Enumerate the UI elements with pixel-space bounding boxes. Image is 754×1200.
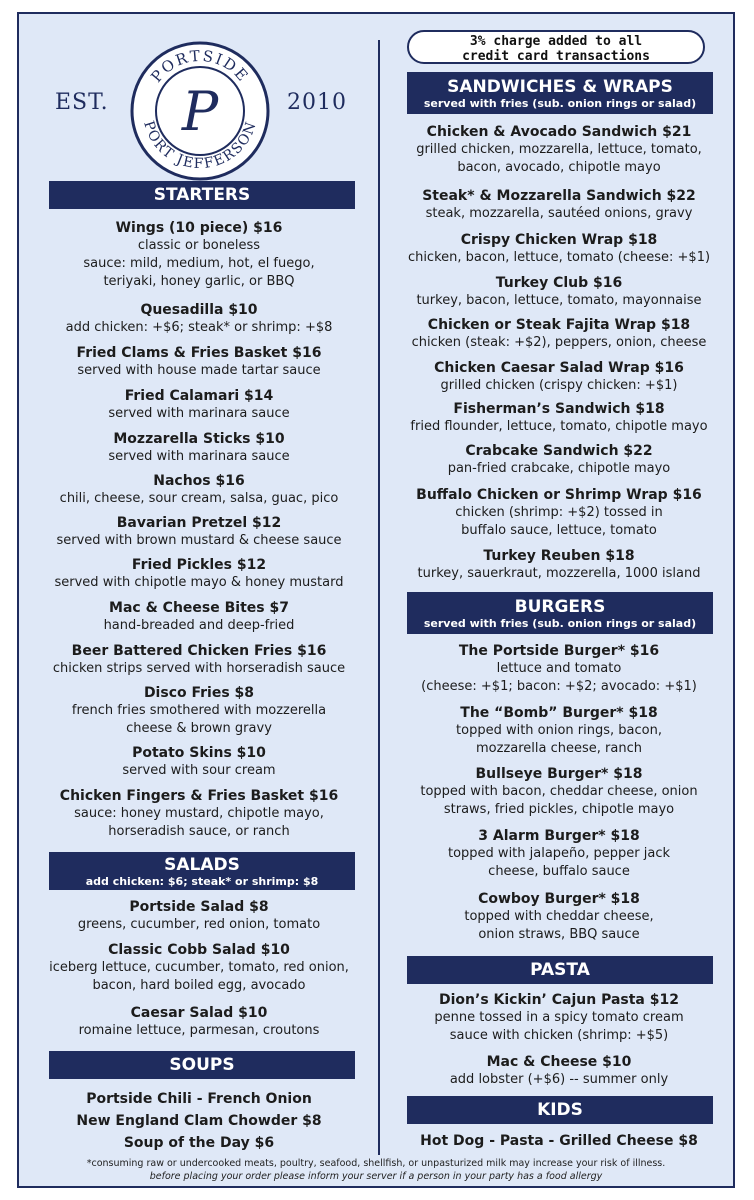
notice-line: credit card transactions bbox=[462, 49, 650, 64]
item-desc: chicken strips served with horseradish sauce bbox=[52, 661, 346, 676]
logo-letter: P bbox=[181, 80, 219, 143]
logo-top-text: PORTSIDE bbox=[147, 46, 253, 86]
est-year: 2010 bbox=[287, 90, 347, 115]
menu-item bbox=[27, 941, 371, 995]
item-desc: classic or boneless bbox=[137, 238, 261, 253]
item-desc: hand-breaded and deep-fried bbox=[103, 618, 295, 633]
section-title: SANDWICHES & WRAPS bbox=[447, 77, 673, 97]
menu-item bbox=[27, 898, 371, 934]
menu-item bbox=[27, 514, 371, 550]
item-desc: served with house made tartar sauce bbox=[77, 363, 321, 378]
item-desc: romaine lettuce, parmesan, croutons bbox=[78, 1023, 320, 1038]
item-desc: onion straws, BBQ sauce bbox=[478, 927, 640, 942]
menu-item bbox=[389, 1053, 729, 1089]
section-title: BURGERS bbox=[514, 597, 606, 617]
item-name: Steak* & Mozzarella Sandwich $22 bbox=[422, 188, 696, 204]
kids-header bbox=[407, 1096, 713, 1124]
item-name: Mac & Cheese $10 bbox=[486, 1054, 632, 1070]
item-name: The “Bomb” Burger* $18 bbox=[460, 705, 658, 721]
item-desc: cheese, buffalo sauce bbox=[488, 864, 630, 879]
item-desc: horseradish sauce, or ranch bbox=[108, 824, 290, 839]
item-desc: straws, fried pickles, chipotle mayo bbox=[443, 802, 675, 817]
menu-item bbox=[389, 486, 729, 540]
item-desc: served with marinara sauce bbox=[108, 406, 290, 421]
item-desc: cheese & brown gravy bbox=[126, 721, 272, 736]
item-name: Portside Chili - French Onion bbox=[86, 1091, 312, 1107]
item-name: Fried Calamari $14 bbox=[124, 388, 274, 404]
menu-item bbox=[27, 472, 371, 508]
menu-item bbox=[389, 400, 729, 436]
menu-item bbox=[27, 787, 371, 841]
menu-item bbox=[389, 359, 729, 395]
item-desc: bacon, avocado, chipotle mayo bbox=[457, 160, 661, 175]
item-name: Chicken Fingers & Fries Basket $16 bbox=[59, 788, 339, 804]
item-desc: fried flounder, lettuce, tomato, chipotle mayo bbox=[410, 419, 708, 434]
item-desc: served with brown mustard & cheese sauce bbox=[56, 533, 342, 548]
starters-header bbox=[49, 181, 355, 209]
footer-line: *consuming raw or undercooked meats, poultry, seafood, shellfish, or unpasturized milk may increase your risk of illness. bbox=[86, 1158, 666, 1169]
item-desc: sauce with chicken (shrimp: +$5) bbox=[449, 1028, 669, 1043]
item-name: Bavarian Pretzel $12 bbox=[116, 515, 282, 531]
item-desc: served with sour cream bbox=[122, 763, 276, 778]
menu-item bbox=[27, 219, 371, 291]
item-desc: sauce: honey mustard, chipotle mayo, bbox=[74, 806, 324, 821]
item-desc: chicken (shrimp: +$2) tossed in bbox=[455, 505, 663, 520]
item-name: Fried Clams & Fries Basket $16 bbox=[76, 345, 322, 361]
item-desc: penne tossed in a spicy tomato cream bbox=[434, 1010, 684, 1025]
menu-item bbox=[389, 827, 729, 881]
item-name: Cowboy Burger* $18 bbox=[478, 891, 640, 907]
item-name: Soup of the Day $6 bbox=[123, 1135, 275, 1151]
item-name: Turkey Reuben $18 bbox=[483, 548, 635, 564]
item-desc: sauce: mild, medium, hot, el fuego, bbox=[83, 256, 315, 271]
item-desc: served with marinara sauce bbox=[108, 449, 290, 464]
section-title: KIDS bbox=[537, 1100, 583, 1120]
item-desc: topped with jalapeño, pepper jack bbox=[448, 846, 670, 861]
item-name: Nachos $16 bbox=[153, 473, 245, 489]
menu-item bbox=[27, 344, 371, 380]
menu-item bbox=[389, 1132, 729, 1150]
item-name: Chicken or Steak Fajita Wrap $18 bbox=[427, 317, 691, 333]
column-divider bbox=[378, 40, 380, 1155]
menu-item bbox=[27, 301, 371, 337]
item-desc: pan-fried crabcake, chipotle mayo bbox=[447, 461, 671, 476]
section-subtitle: served with fries (sub. onion rings or salad) bbox=[423, 617, 697, 630]
menu-item bbox=[27, 744, 371, 780]
burgers-header bbox=[407, 592, 713, 634]
item-desc: add lobster (+$6) -- summer only bbox=[449, 1072, 669, 1087]
salads-header bbox=[49, 852, 355, 890]
menu-item bbox=[27, 599, 371, 635]
item-name: Disco Fries $8 bbox=[143, 685, 255, 701]
menu-item bbox=[389, 890, 729, 944]
item-name: Turkey Club $16 bbox=[495, 275, 623, 291]
item-desc: greens, cucumber, red onion, tomato bbox=[77, 917, 321, 932]
item-desc: turkey, sauerkraut, mozzerella, 1000 island bbox=[417, 566, 701, 581]
menu-item bbox=[389, 187, 729, 223]
item-desc: chili, cheese, sour cream, salsa, guac, pico bbox=[59, 491, 339, 506]
menu-item bbox=[389, 231, 729, 267]
menu-item bbox=[389, 274, 729, 310]
item-name: Chicken & Avocado Sandwich $21 bbox=[426, 124, 692, 140]
menu-item bbox=[389, 123, 729, 177]
footer-disclaimer bbox=[19, 1157, 733, 1183]
menu-item bbox=[27, 556, 371, 592]
section-title: SALADS bbox=[164, 855, 240, 875]
menu-item bbox=[389, 316, 729, 352]
menu-item bbox=[27, 642, 371, 678]
item-name: Mozzarella Sticks $10 bbox=[113, 431, 285, 447]
item-desc: teriyaki, honey garlic, or BBQ bbox=[103, 274, 295, 289]
item-name: Fried Pickles $12 bbox=[131, 557, 267, 573]
item-name: Bullseye Burger* $18 bbox=[475, 766, 643, 782]
item-name: Hot Dog - Pasta - Grilled Cheese $8 bbox=[420, 1133, 698, 1149]
notice-line: 3% charge added to all bbox=[469, 34, 643, 49]
item-name: Quesadilla $10 bbox=[140, 302, 258, 318]
item-desc: buffalo sauce, lettuce, tomato bbox=[461, 523, 657, 538]
item-desc: topped with bacon, cheddar cheese, onion bbox=[420, 784, 698, 799]
section-subtitle: served with fries (sub. onion rings or salad) bbox=[423, 97, 697, 110]
sandwiches-header bbox=[407, 72, 713, 114]
item-desc: french fries smothered with mozzerella bbox=[71, 703, 327, 718]
menu-item bbox=[389, 642, 729, 696]
item-desc: chicken, bacon, lettuce, tomato (cheese: +$1) bbox=[407, 250, 711, 265]
section-title: SOUPS bbox=[169, 1055, 235, 1075]
menu-item bbox=[27, 684, 371, 738]
item-desc: steak, mozzarella, sautéed onions, gravy bbox=[425, 206, 693, 221]
item-desc: turkey, bacon, lettuce, tomato, mayonnaise bbox=[416, 293, 702, 308]
menu-item bbox=[27, 1004, 371, 1040]
item-name: Portside Salad $8 bbox=[129, 899, 269, 915]
est-label: EST. bbox=[55, 90, 109, 115]
menu-item bbox=[389, 991, 729, 1045]
item-name: Crabcake Sandwich $22 bbox=[465, 443, 653, 459]
portside-logo bbox=[129, 40, 271, 182]
item-name: Classic Cobb Salad $10 bbox=[108, 942, 290, 958]
soups-header bbox=[49, 1051, 355, 1079]
logo-bottom-text: PORT JEFFERSON bbox=[140, 118, 260, 173]
item-desc: (cheese: +$1; bacon: +$2; avocado: +$1) bbox=[421, 679, 697, 694]
item-desc: served with chipotle mayo & honey mustard bbox=[54, 575, 344, 590]
item-desc: iceberg lettuce, cucumber, tomato, red onion, bbox=[49, 960, 349, 975]
item-desc: bacon, hard boiled egg, avocado bbox=[92, 978, 306, 993]
item-desc: add chicken: +$6; steak* or shrimp: +$8 bbox=[65, 320, 333, 335]
item-name: Chicken Caesar Salad Wrap $16 bbox=[434, 360, 684, 376]
item-desc: topped with cheddar cheese, bbox=[464, 909, 654, 924]
item-desc: chicken (steak: +$2), peppers, onion, cheese bbox=[411, 335, 707, 350]
menu-page bbox=[17, 12, 735, 1188]
menu-item bbox=[389, 547, 729, 583]
menu-item bbox=[27, 430, 371, 466]
section-subtitle: add chicken: $6; steak* or shrimp: $8 bbox=[85, 875, 319, 888]
item-name: Caesar Salad $10 bbox=[130, 1005, 268, 1021]
pasta-header bbox=[407, 956, 713, 984]
item-desc: topped with onion rings, bacon, bbox=[456, 723, 662, 738]
item-name: Wings (10 piece) $16 bbox=[115, 220, 283, 236]
footer-line: before placing your order please inform your server if a person in your party has a food allergy bbox=[149, 1171, 603, 1182]
item-name: Beer Battered Chicken Fries $16 bbox=[71, 643, 327, 659]
item-name: Crispy Chicken Wrap $18 bbox=[460, 232, 658, 248]
item-name: Potato Skins $10 bbox=[132, 745, 266, 761]
menu-item bbox=[389, 765, 729, 819]
item-desc: grilled chicken (crispy chicken: +$1) bbox=[440, 378, 678, 393]
section-title: STARTERS bbox=[153, 185, 251, 205]
item-desc: grilled chicken, mozzarella, lettuce, tomato, bbox=[416, 142, 702, 157]
item-name: The Portside Burger* $16 bbox=[458, 643, 660, 659]
item-name: Buffalo Chicken or Shrimp Wrap $16 bbox=[416, 487, 702, 503]
item-name: Dion’s Kickin’ Cajun Pasta $12 bbox=[439, 992, 679, 1008]
item-name: 3 Alarm Burger* $18 bbox=[478, 828, 640, 844]
item-name: New England Clam Chowder $8 bbox=[76, 1113, 322, 1129]
menu-item bbox=[389, 442, 729, 478]
menu-item bbox=[27, 1088, 371, 1154]
menu-header bbox=[19, 14, 375, 184]
menu-item bbox=[389, 704, 729, 758]
menu-item bbox=[27, 387, 371, 423]
item-desc: mozzarella cheese, ranch bbox=[476, 741, 642, 756]
item-name: Fisherman’s Sandwich $18 bbox=[453, 401, 665, 417]
item-name: Mac & Cheese Bites $7 bbox=[109, 600, 289, 616]
credit-card-notice bbox=[407, 30, 705, 64]
item-desc: lettuce and tomato bbox=[496, 661, 622, 676]
section-title: PASTA bbox=[530, 960, 590, 980]
